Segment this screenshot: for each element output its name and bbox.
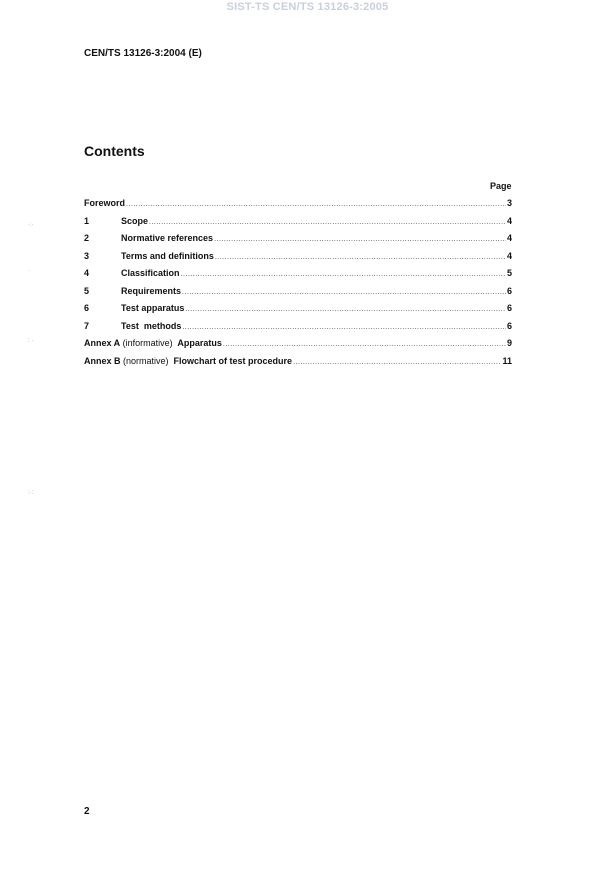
toc-page-number: 6 — [506, 285, 512, 296]
toc-number: 3 — [84, 250, 90, 261]
toc-leader-dots — [182, 321, 506, 335]
toc-number: 4 — [84, 268, 90, 278]
table-of-contents — [84, 196, 516, 371]
toc-page-number: 5 — [506, 268, 512, 278]
toc-leader-dots — [215, 251, 506, 265]
toc-page-number: 6 — [506, 303, 512, 313]
toc-annex-label: Annex B — [84, 355, 121, 366]
toc-annex-title — [84, 354, 292, 368]
toc-entry-requirements[interactable] — [84, 284, 516, 302]
toc-entry-foreword[interactable] — [84, 196, 516, 214]
toc-entry-annex-b[interactable] — [84, 354, 516, 372]
toc-entry-classification[interactable] — [84, 266, 516, 284]
toc-annex-label: Annex A — [84, 338, 121, 348]
toc-title: Normative references — [121, 233, 214, 243]
page-column-header: Page — [490, 181, 512, 191]
toc-leader-dots — [126, 198, 506, 212]
toc-entry-annex-a[interactable] — [84, 336, 516, 354]
toc-title: Scope — [121, 215, 149, 226]
contents-title: Contents — [84, 143, 145, 159]
page-number: 2 — [84, 806, 90, 817]
toc-page-number: 11 — [502, 355, 512, 366]
toc-page-number: 3 — [506, 198, 512, 208]
toc-number: 6 — [84, 303, 90, 313]
toc-number: 1 — [84, 215, 90, 226]
toc-entry-scope[interactable] — [84, 214, 516, 232]
toc-number: 2 — [84, 233, 90, 243]
toc-annex-title — [84, 336, 222, 350]
toc-title: Test apparatus — [121, 303, 185, 313]
toc-entry-terms-and-definitions[interactable] — [84, 249, 516, 267]
toc-page-number: 6 — [506, 320, 512, 331]
toc-leader-dots — [149, 216, 506, 230]
toc-leader-dots — [293, 356, 501, 370]
toc-page-number: 9 — [506, 338, 512, 348]
toc-leader-dots — [181, 268, 506, 282]
scan-speck: ·:· — [28, 222, 34, 228]
toc-number: 5 — [84, 285, 90, 296]
toc-number: 7 — [84, 320, 90, 331]
toc-annex-note: (normative) — [120, 355, 172, 366]
toc-entry-test-methods[interactable] — [84, 319, 516, 337]
toc-annex-name: Flowchart of test procedure — [171, 355, 293, 366]
toc-title: Classification — [121, 268, 180, 278]
toc-leader-dots — [182, 286, 506, 300]
toc-leader-dots — [214, 233, 506, 247]
document-id: CEN/TS 13126-3:2004 (E) — [84, 48, 202, 59]
scan-speck: · — [28, 268, 30, 274]
toc-title: Requirements — [121, 285, 182, 296]
toc-title: Terms and definitions — [121, 250, 214, 261]
toc-entry-normative-references[interactable] — [84, 231, 516, 249]
toc-leader-dots — [223, 338, 506, 352]
toc-page-number: 4 — [506, 250, 512, 261]
toc-entry-test-apparatus[interactable] — [84, 301, 516, 319]
scan-speck: :·: — [28, 490, 34, 496]
toc-annex-note: (informative) — [120, 338, 176, 348]
scan-speck: : · — [28, 338, 34, 344]
watermark: SIST-TS CEN/TS 13126-3:2005 — [226, 1, 389, 13]
toc-leader-dots — [185, 303, 506, 317]
toc-page-number: 4 — [506, 215, 512, 226]
toc-title: Foreword — [84, 198, 126, 208]
toc-title: Test methods — [121, 320, 182, 331]
toc-annex-name: Apparatus — [175, 338, 222, 348]
toc-page-number: 4 — [506, 233, 512, 243]
